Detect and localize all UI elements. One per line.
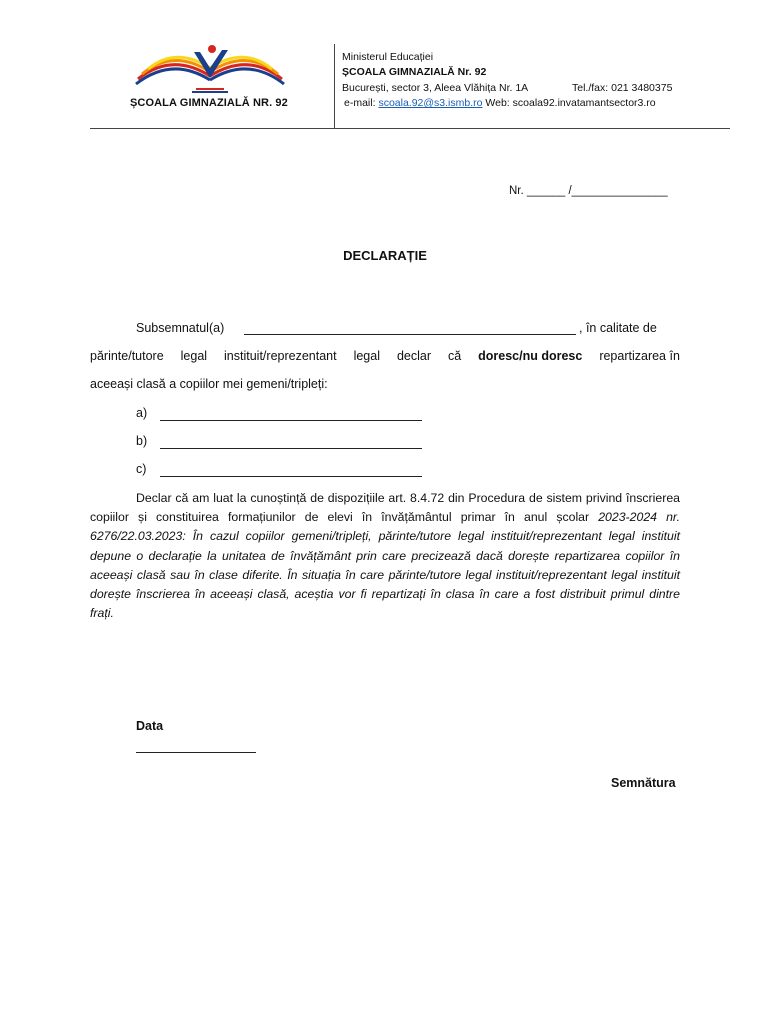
child-c-label: c) (136, 462, 147, 476)
child-a-name-blank[interactable] (160, 420, 422, 421)
statement-text: Declar că am luat la cunoștință de dispozițiile art. 8.4.72 din Procedura de sistem privind înscrierea copiilor și constituirea formațiunilor de elevi în învățământul primar în anul școlar (90, 491, 680, 525)
ministry-name: Ministerul Educației (342, 51, 434, 63)
header-vertical-divider (334, 44, 335, 128)
website-text: Web: scoala92.invatamantsector3.ro (485, 97, 656, 109)
school-logo (132, 44, 288, 94)
undersigned-label: Subsemnatul(a) (136, 321, 225, 335)
logo-dot (208, 45, 216, 53)
header-horizontal-divider (90, 128, 730, 129)
wish-choice: doresc/nu doresc (478, 349, 583, 363)
declaration-line-2 (90, 349, 680, 363)
school-name: ȘCOALA GIMNAZIALĂ Nr. 92 (342, 66, 487, 78)
email-link[interactable]: scoala.92@s3.ismb.ro (378, 97, 483, 109)
undersigned-name-blank[interactable] (244, 334, 576, 335)
school-phone: Tel./fax: 021 3480375 (572, 82, 673, 94)
logo-base-blue (192, 91, 228, 93)
child-b-name-blank[interactable] (160, 448, 422, 449)
logo-right-wing (210, 57, 284, 84)
word: legal (180, 349, 208, 363)
child-c-name-blank[interactable] (160, 476, 422, 477)
statement-quote: 2023-2024 nr. 6276/22.03.2023: În cazul copiilor gemeni/tripleți, părinte/tutore legal instituit/reprezentant legal instituit depune o declarație la unitatea de învățământ prin care precizează dacă dorește repartizarea copiilor în aceeași clasă sau în clase diferite. În situația în care părinte/tutore legal instituit/reprezentant legal instituit dorește înscrierea în aceeași clasă, aceștia vor fi repartizați în clasa în care a fost distribuit primul dintre frați. (90, 510, 680, 621)
document-title: DECLARAȚIE (343, 248, 427, 263)
word: legal (353, 349, 380, 363)
capacity-text: , în calitate de (579, 321, 657, 335)
logo-base-red (196, 88, 224, 90)
word: că (447, 349, 462, 363)
signature-label: Semnătura (611, 776, 676, 790)
school-caption: ȘCOALA GIMNAZIALĂ NR. 92 (130, 97, 288, 109)
word: declar (396, 349, 431, 363)
registration-number: Nr. ______ /_______________ (509, 185, 668, 197)
declaration-line-3: aceeași clasă a copiilor mei gemeni/tripleți: (90, 377, 328, 391)
date-label: Data (136, 719, 164, 733)
word: instituit/reprezentant (224, 349, 337, 363)
school-address: București, sector 3, Aleea Vlăhița Nr. 1A (342, 82, 529, 94)
email-label: e-mail: (344, 97, 376, 109)
child-b-label: b) (136, 434, 148, 448)
legal-statement (90, 489, 680, 623)
date-blank[interactable] (136, 752, 256, 753)
contact-line (344, 97, 656, 109)
word: părinte/tutore (90, 349, 164, 363)
logo-left-wing (136, 57, 210, 84)
word: repartizarea în (599, 349, 680, 363)
child-a-label: a) (136, 406, 148, 420)
